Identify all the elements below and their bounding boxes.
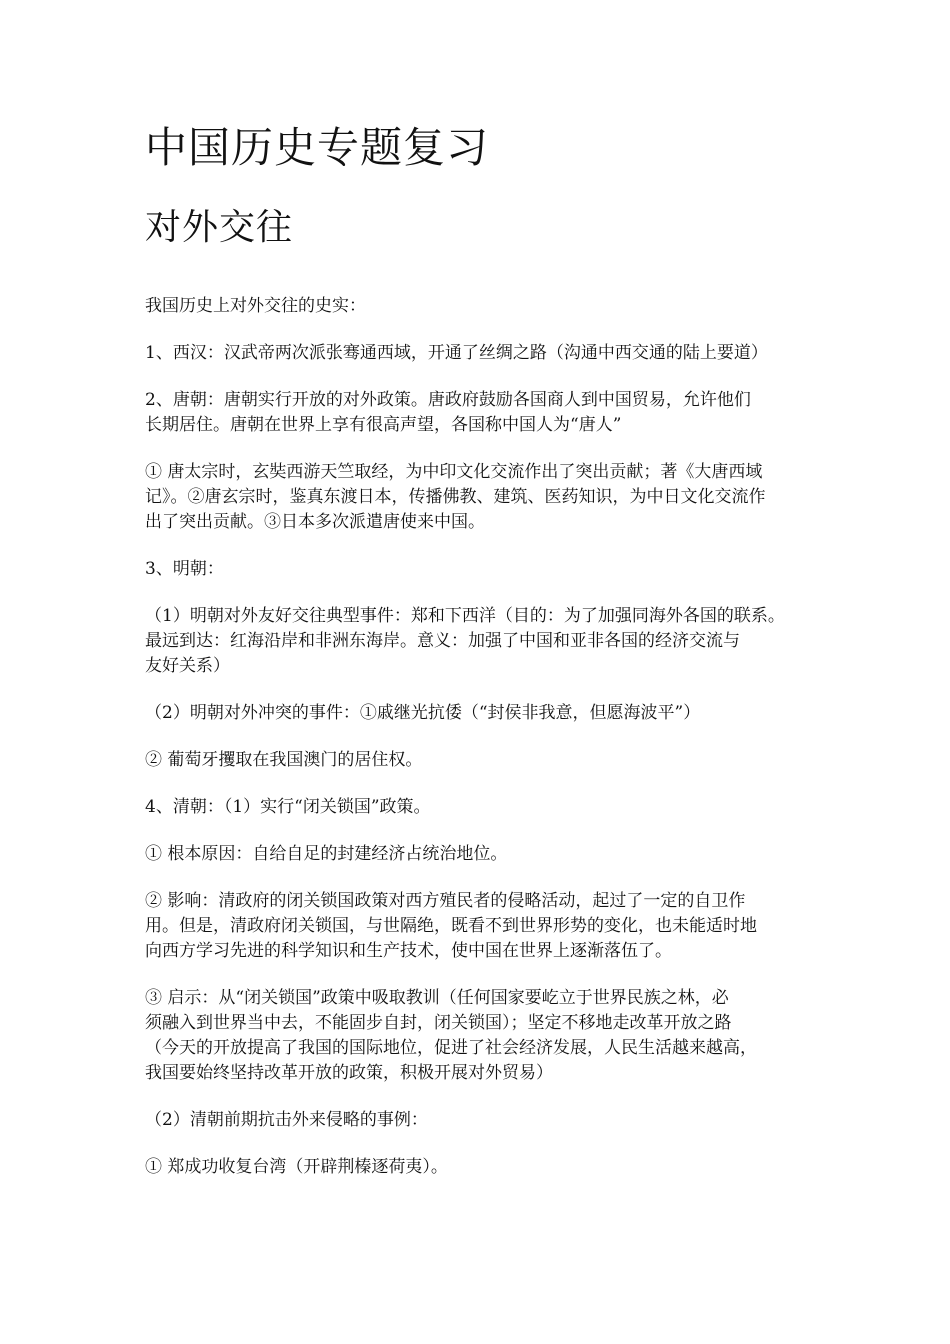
paragraph-line: （今天的开放提高了我国的国际地位，促进了社会经济发展，人民生活越来越高， <box>145 1038 757 1058</box>
paragraph-line: 出了突出贡献。③日本多次派遣唐使来中国。 <box>145 512 485 532</box>
paragraph-line: 须融入到世界当中去，不能固步自封，闭关锁国）；坚定不移地走改革开放之路 <box>145 1013 732 1033</box>
paragraph-line: 4、清朝：（1）实行“闭关锁国”政策。 <box>145 797 431 817</box>
paragraph-line: 我国历史上对外交往的史实： <box>145 296 366 316</box>
paragraph-line: ③ 启示：从“闭关锁国”政策中吸取教训（任何国家要屹立于世界民族之林，必 <box>145 988 729 1008</box>
document-page <box>145 120 845 1180</box>
paragraph <box>145 1108 845 1133</box>
paragraph <box>145 701 845 726</box>
paragraph-line: ① 郑成功收复台湾（开辟荆榛逐荷夷）。 <box>145 1157 448 1177</box>
paragraph <box>145 604 845 679</box>
paragraph-line: 3、明朝： <box>145 559 224 579</box>
document-body <box>145 294 845 1180</box>
paragraph-line: 最远到达：红海沿岸和非洲东海岸。意义：加强了中国和亚非各国的经济交流与 <box>145 631 740 651</box>
paragraph-line: 1、西汉：汉武帝两次派张骞通西域，开通了丝绸之路（沟通中西交通的陆上要道） <box>145 343 768 363</box>
paragraph <box>145 748 845 773</box>
paragraph <box>145 1155 845 1180</box>
paragraph-line: 用。但是，清政府闭关锁国，与世隔绝，既看不到世界形势的变化，也未能适时地 <box>145 916 757 936</box>
paragraph <box>145 889 845 964</box>
paragraph-line: 2、唐朝：唐朝实行开放的对外政策。唐政府鼓励各国商人到中国贸易，允许他们 <box>145 390 751 410</box>
paragraph <box>145 294 845 319</box>
paragraph-line: ② 葡萄牙攫取在我国澳门的居住权。 <box>145 750 423 770</box>
paragraph <box>145 557 845 582</box>
paragraph <box>145 842 845 867</box>
paragraph <box>145 341 845 366</box>
section-heading: 对外交往 <box>145 207 294 248</box>
paragraph <box>145 388 845 438</box>
paragraph-line: 记》。②唐玄宗时，鉴真东渡日本，传播佛教、建筑、医药知识，为中日文化交流作 <box>145 487 766 507</box>
paragraph-line: （2）清朝前期抗击外来侵略的事例： <box>145 1110 428 1130</box>
document-title: 中国历史专题复习 <box>145 123 490 172</box>
paragraph-line: （1）明朝对外友好交往典型事件：郑和下西洋（目的：为了加强同海外各国的联系。 <box>145 606 785 626</box>
paragraph <box>145 986 845 1086</box>
paragraph-line: ② 影响：清政府的闭关锁国政策对西方殖民者的侵略活动，起过了一定的自卫作 <box>145 891 746 911</box>
paragraph-line: 我国要始终坚持改革开放的政策，积极开展对外贸易） <box>145 1063 553 1083</box>
paragraph-line: ① 根本原因：自给自足的封建经济占统治地位。 <box>145 844 508 864</box>
paragraph-line: 友好关系） <box>145 656 230 676</box>
paragraph <box>145 795 845 820</box>
paragraph-line: ① 唐太宗时，玄奘西游天竺取经，为中印文化交流作出了突出贡献；著《大唐西域 <box>145 462 763 482</box>
paragraph-line: 长期居住。唐朝在世界上享有很高声望，各国称中国人为“唐人” <box>145 415 622 435</box>
paragraph-line: （2）明朝对外冲突的事件：①戚继光抗倭（“封侯非我意，但愿海波平”） <box>145 703 701 723</box>
paragraph <box>145 460 845 535</box>
paragraph-line: 向西方学习先进的科学知识和生产技术，使中国在世界上逐渐落伍了。 <box>145 941 672 961</box>
